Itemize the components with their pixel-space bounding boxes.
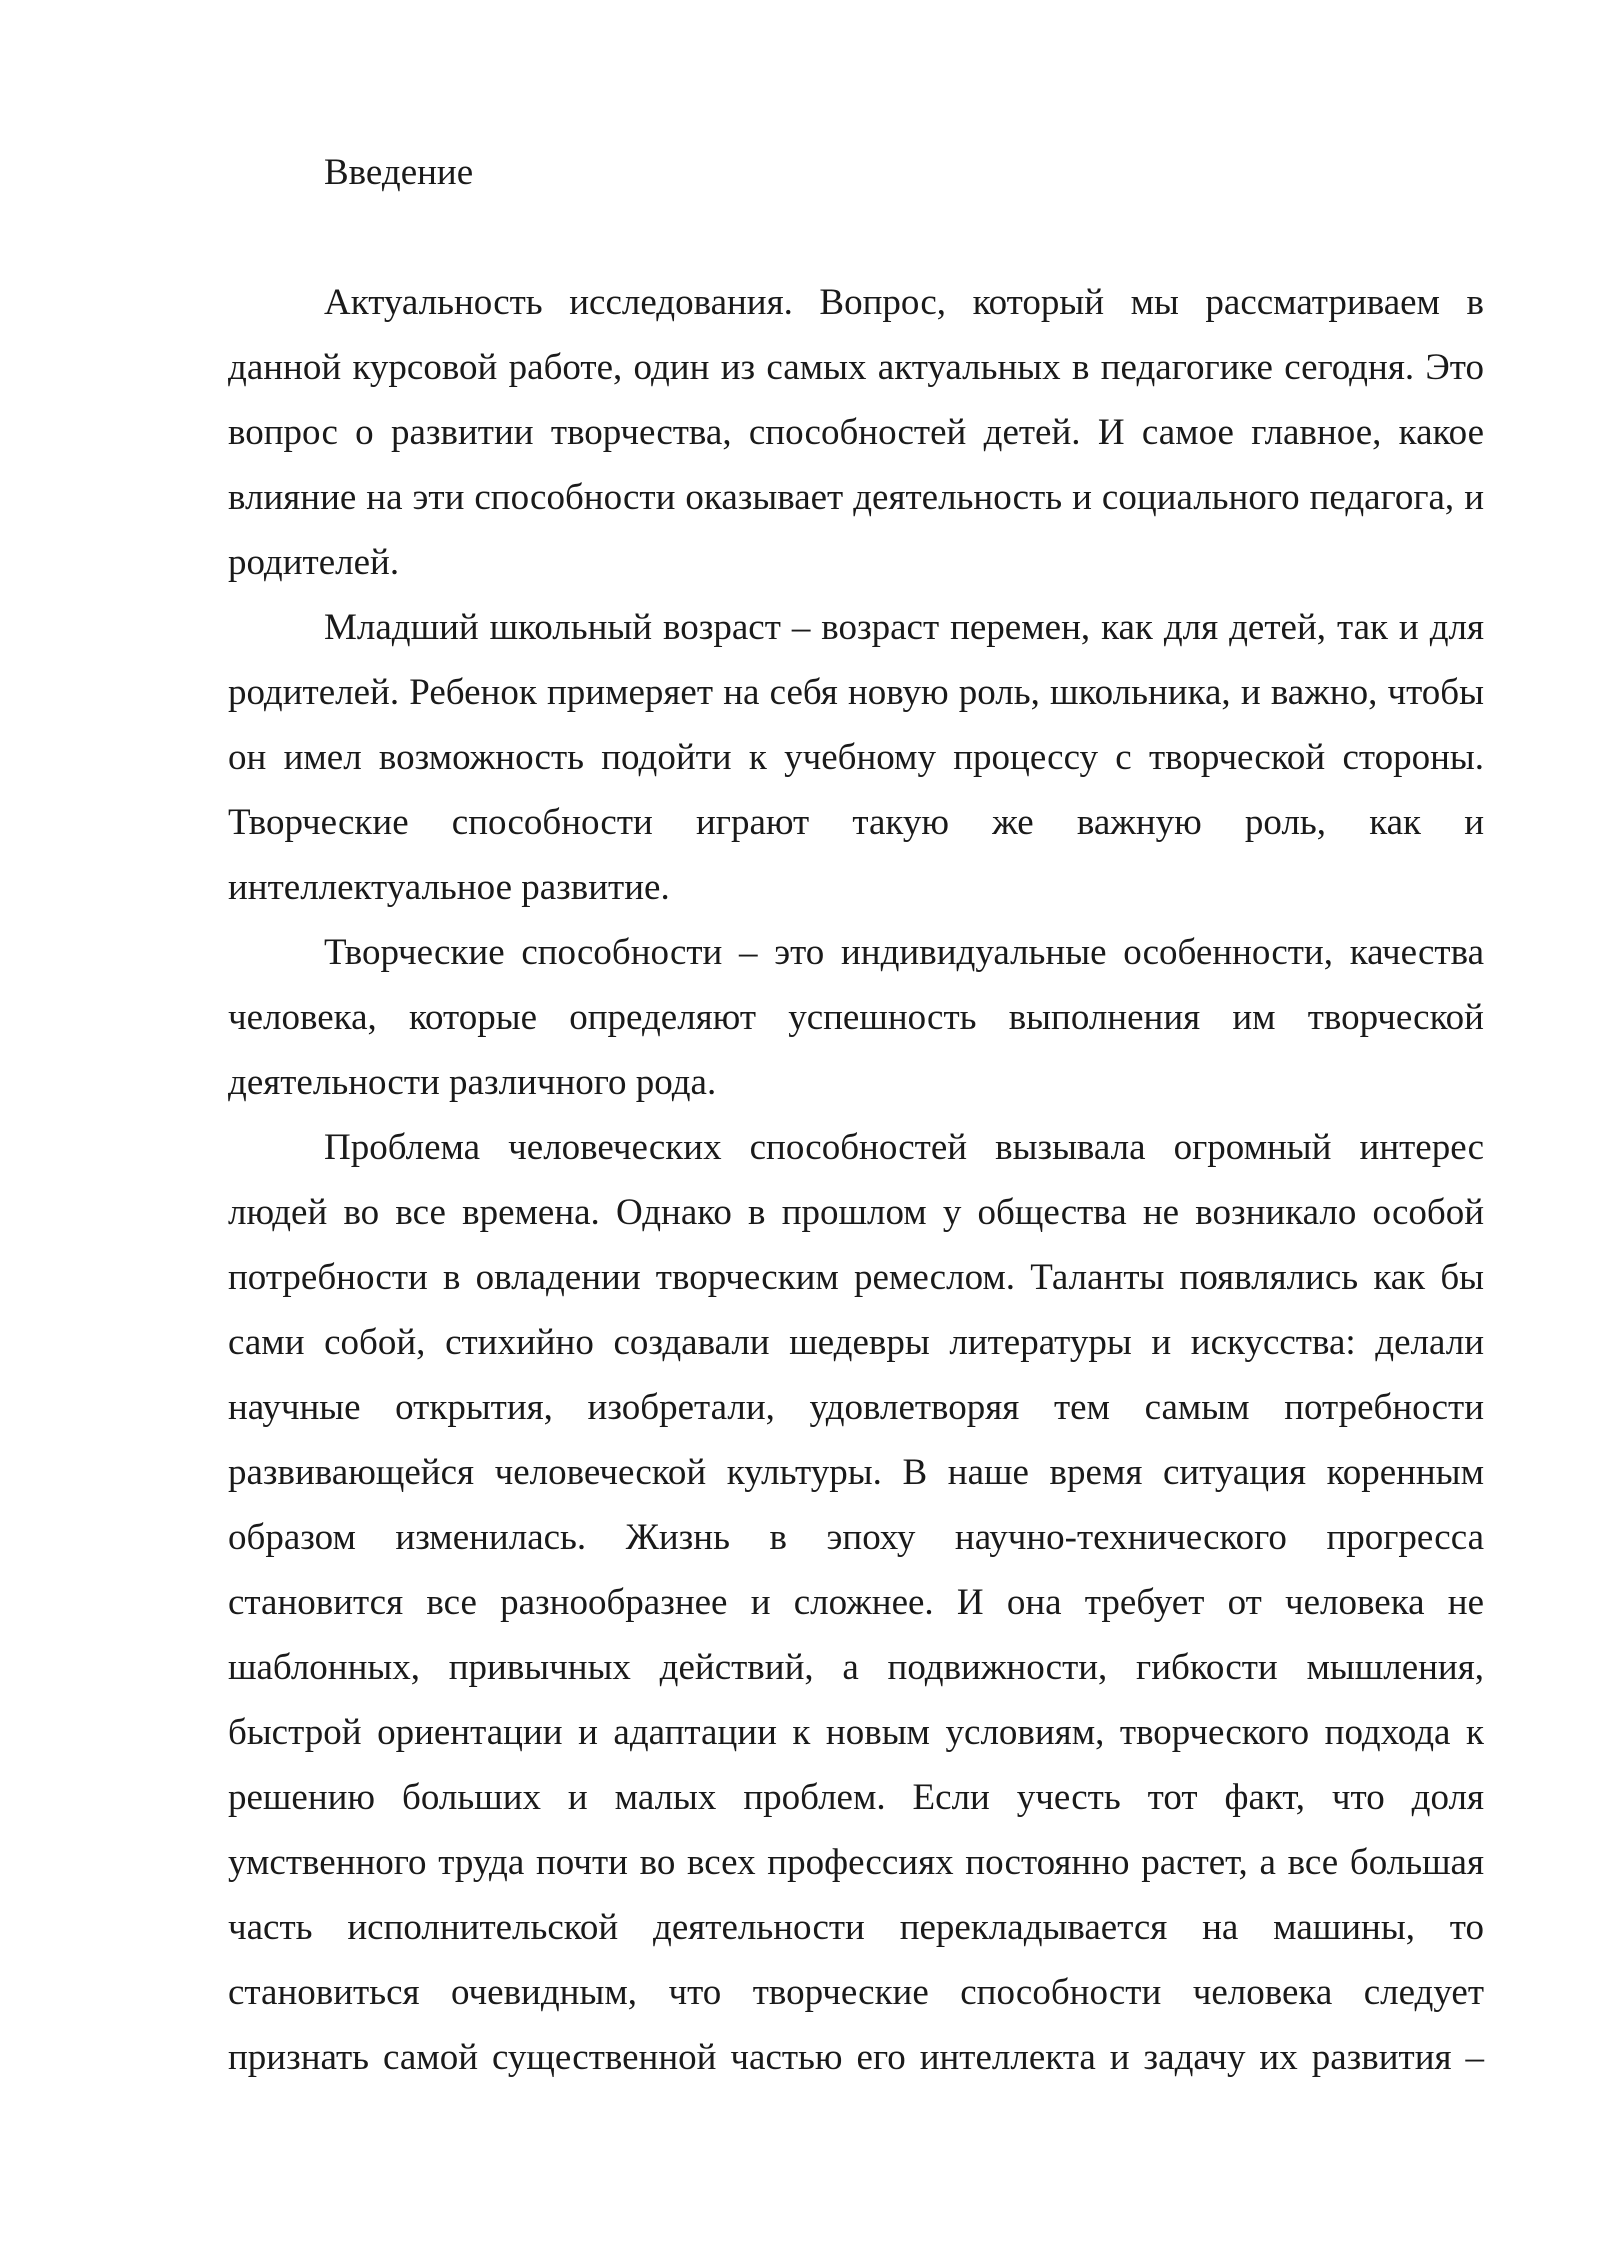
paragraph-human-abilities: Проблема человеческих способностей вызывала огромный интерес людей во все времена. Однако в прошлом у общества не возникало особой потребности в овладении творческим ремеслом. Таланты появлялись как бы сами собой, стихийно создавали шедевры литературы и искусства: делали научные открытия, изобретали, удовлетворяя тем самым потребности развивающейся человеческой культуры. В наше время ситуация коренным образом изменилась. Жизнь в эпоху научно-технического прогресса становится все разнообразнее и сложнее. И она требует от человека не шаблонных, привычных действий, а подвижности, гибкости мышления, быстрой ориентации и адаптации к новым условиям, творческого подхода к решению больших и малых проблем. Если учесть тот факт, что доля умственного труда почти во всех профессиях постоянно растет, а все большая часть исполнительской деятельности перекладывается на машины, то становиться очевидным, что творческие способности человека следует признать самой существенной частью его интеллекта и задачу их развития –	[228, 1127, 1484, 2078]
paragraph-relevance: Актуальность исследования. Вопрос, который мы рассматриваем в данной курсовой работе, один из самых актуальных в педагогике сегодня. Это вопрос о развитии творчества, способностей детей. И самое главное, какое влияние на эти способности оказывает деятельность и социального педагога, и родителей.	[228, 282, 1484, 583]
section-heading: Введение	[324, 152, 474, 193]
paragraph-school-age: Младший школьный возраст – возраст перемен, как для детей, так и для родителей. Ребенок примеряет на себя новую роль, школьника, и важно, чтобы он имел возможность подойти к учебному процессу с творческой стороны. Творческие способности играют такую же важную роль, как и интеллектуальное развитие.	[228, 607, 1484, 908]
paragraph-creative-abilities: Творческие способности – это индивидуальные особенности, качества человека, которые определяют успешность выполнения им творческой деятельности различного рода.	[228, 932, 1484, 1103]
document-body	[228, 140, 1484, 2090]
